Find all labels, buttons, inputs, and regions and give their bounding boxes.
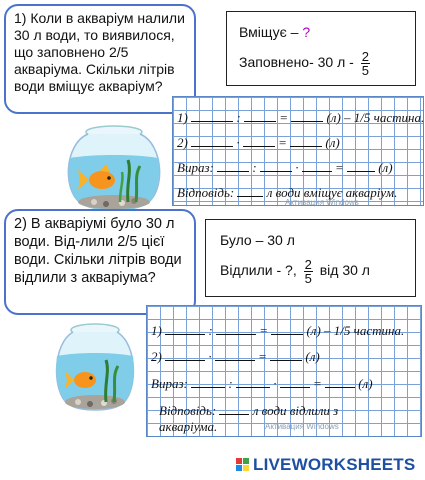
task1-row3-input-a[interactable] — [217, 159, 249, 172]
liveworksheets-brand-text: LIVEWORKSHEETS — [253, 455, 416, 474]
task1-problem-bubble — [4, 4, 196, 114]
task1-row2-input-a[interactable] — [191, 134, 233, 147]
task1-condition-line2: Заповнено- 30 л - $\frac{2}{5}$ — [239, 49, 369, 78]
task2-condition-box — [205, 219, 416, 297]
task1-row3-input-d[interactable] — [347, 159, 375, 172]
task1-grid-row2: 2) · = (л) — [177, 135, 340, 150]
task1-watermark: Активация Windows — [285, 198, 359, 207]
task2-problem-bubble — [4, 209, 196, 315]
task2-condition-line2: Відлили - ?, $\frac{2}{5}$ від 30 л — [220, 257, 370, 286]
task2-row3-input-a[interactable] — [191, 375, 225, 388]
task2-grid-row3: Вираз: : · = (л) — [151, 376, 373, 391]
task1-answer-grid — [172, 96, 424, 206]
fishbowl-image-2 — [52, 320, 138, 412]
task2-fraction: $\frac{2}{5}$ — [304, 257, 312, 286]
task2-condition-line1: Було – 30 л — [220, 232, 295, 248]
task1-grid-row3: Вираз: : · = (л) — [177, 160, 393, 175]
task1-problem-text: 1) Коли в акваріум налили 30 л води, то виявилося, що заповнено 2/5 акваріума. Скільки літрів води вміщує акваріум? — [14, 10, 185, 94]
task2-answer-grid — [146, 305, 422, 437]
task2-grid-row2: 2) · = (л) — [151, 349, 320, 364]
task1-row2-input-b[interactable] — [243, 134, 275, 147]
task1-condition-line1: Вміщує – ? — [239, 24, 311, 40]
task1-row2-input-c[interactable] — [290, 134, 322, 147]
task1-grid-row4: Відповідь: л води вміщує акваріум. — [177, 185, 398, 200]
task2-answer-input[interactable] — [219, 402, 249, 415]
liveworksheets-logo[interactable] — [236, 455, 421, 475]
logo-square-red — [236, 458, 242, 464]
task2-grid-row5: акваріума. — [159, 419, 218, 434]
task2-row3-input-b[interactable] — [236, 375, 270, 388]
task1-answer-input[interactable] — [237, 184, 263, 197]
task2-problem-text: 2) В акваріумі було 30 л води. Від-лили 2/5 цієї води. Скільки літрів води відлили з акваріума? — [14, 216, 182, 286]
task2-row3-input-c[interactable] — [280, 375, 310, 388]
liveworksheets-mark-icon — [236, 458, 250, 472]
task1-fraction: $\frac{2}{5}$ — [361, 49, 369, 78]
task2-grid-row4: Відповідь: л води відлили з — [159, 403, 339, 418]
task1-row3-input-c[interactable] — [302, 159, 332, 172]
task2-grid-row1: 1) : = (л) – 1/5 частина. — [151, 323, 405, 338]
task1-row1-input-a[interactable] — [191, 109, 233, 122]
task1-row1-input-c[interactable] — [291, 109, 323, 122]
fishbowl-image-1 — [62, 122, 166, 212]
logo-square-blue — [236, 465, 242, 471]
task1-row3-input-b[interactable] — [260, 159, 292, 172]
task2-row2-input-b[interactable] — [215, 348, 255, 361]
task1-row1-input-b[interactable] — [244, 109, 276, 122]
logo-square-green — [243, 458, 249, 464]
task1-question-mark: ? — [302, 24, 311, 40]
task2-watermark: Активация Windows — [265, 422, 339, 431]
task2-row1-input-c[interactable] — [271, 322, 303, 335]
task2-row2-input-a[interactable] — [165, 348, 205, 361]
task2-row2-input-c[interactable] — [270, 348, 302, 361]
logo-square-yellow — [243, 465, 249, 471]
task1-condition-box — [226, 11, 416, 86]
task2-row3-input-d[interactable] — [325, 375, 355, 388]
task2-row1-input-b[interactable] — [216, 322, 256, 335]
task2-row1-input-a[interactable] — [165, 322, 205, 335]
task1-grid-row1: 1) : = (л) – 1/5 частина. — [177, 110, 425, 125]
